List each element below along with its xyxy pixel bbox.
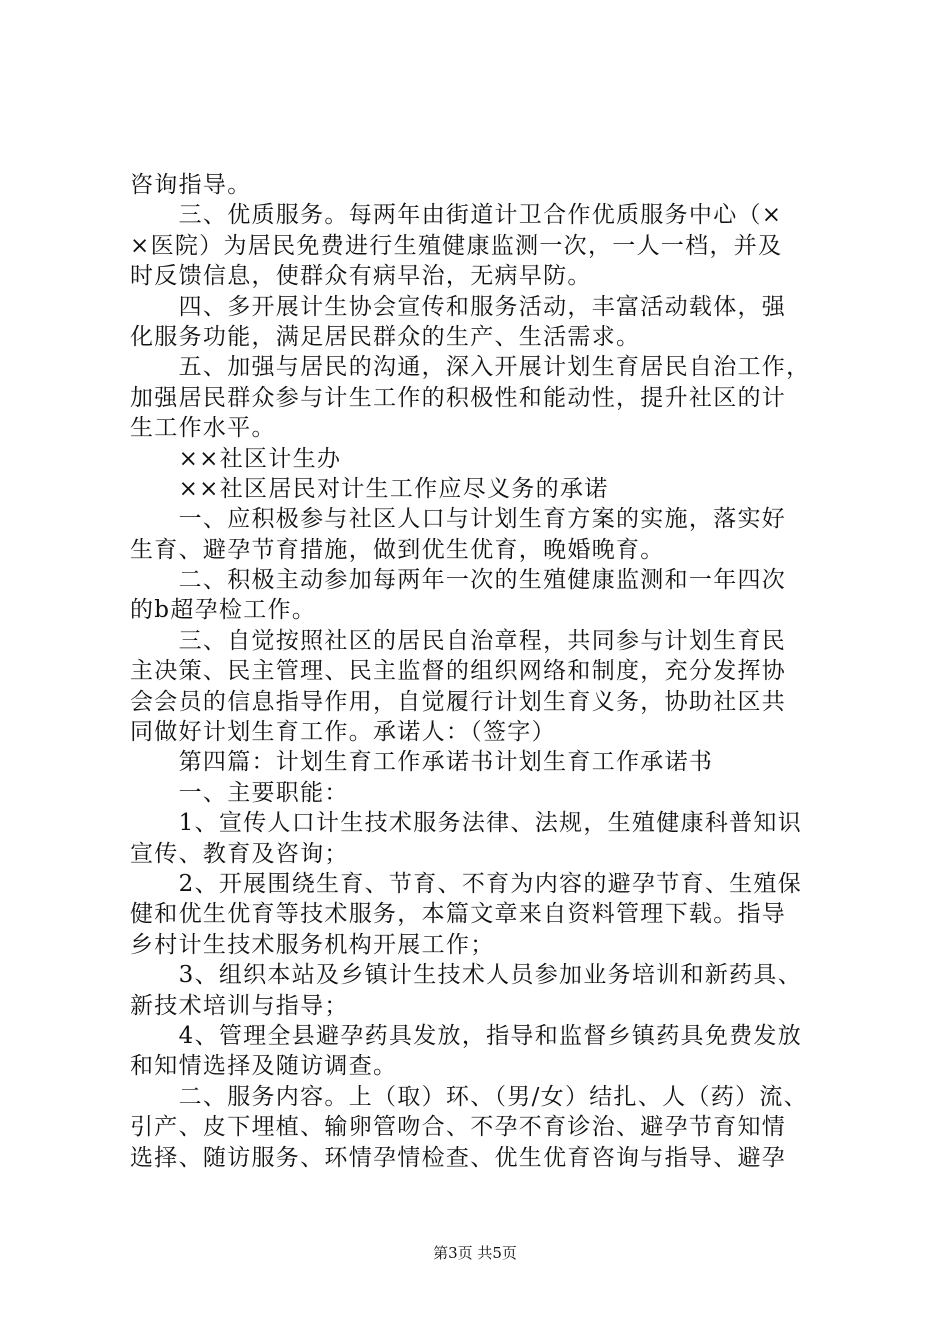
text-line: 4、管理全县避孕药具发放，指导和监督乡镇药具免费发放 xyxy=(130,1022,803,1049)
text-line: 三、自觉按照社区的居民自治章程，共同参与计划生育民 xyxy=(130,627,787,654)
text-line: ××社区计生办 xyxy=(130,445,342,472)
text-line: 3、组织本站及乡镇计生技术人员参加业务培训和新药具、 xyxy=(130,962,803,989)
text-line: 引产、皮下埋植、输卵管吻合、不孕不育诊治、避孕节育知情 xyxy=(130,1114,787,1141)
text-line: 乡村计生技术服务机构开展工作； xyxy=(130,931,495,958)
text-line: 生育、避孕节育措施，做到优生优育，晚婚晚育。 xyxy=(130,536,665,563)
text-line: 同做好计划生育工作。承诺人：（签字） xyxy=(130,719,556,746)
text-line: 和知情选择及随访调查。 xyxy=(130,1053,398,1080)
text-line: 一、应积极参与社区人口与计划生育方案的实施，落实好 xyxy=(130,506,787,533)
text-line: 二、积极主动参加每两年一次的生殖健康监测和一年四次 xyxy=(130,567,787,594)
text-line: 三、优质服务。每两年由街道计卫合作优质服务中心（× xyxy=(130,202,783,229)
text-line: 会会员的信息指导作用，自觉履行计划生育义务，协助社区共 xyxy=(130,688,787,715)
text-line: 加强居民群众参与计生工作的积极性和能动性，提升社区的计 xyxy=(130,384,787,411)
text-line: 化服务功能，满足居民群众的生产、生活需求。 xyxy=(130,323,641,350)
text-line: 主决策、民主管理、民主监督的组织网络和制度，充分发挥协 xyxy=(130,658,787,685)
text-line: 二、服务内容。上（取）环、（男/女）结扎、人（药）流、 xyxy=(130,1083,808,1110)
text-line: 生工作水平。 xyxy=(130,415,276,442)
page-number-footer: 第3页 共5页 xyxy=(433,1244,517,1262)
document-body xyxy=(130,170,830,1173)
text-line: 选择、随访服务、环情孕情检查、优生优育咨询与指导、避孕 xyxy=(130,1144,787,1171)
text-line: 健和优生优育等技术服务，本篇文章来自资料管理下载。指导 xyxy=(130,901,787,928)
text-line: 宣传、教育及咨询； xyxy=(130,840,349,867)
text-line: ××社区居民对计生工作应尽义务的承诺 xyxy=(130,475,609,502)
text-line: 五、加强与居民的沟通，深入开展计划生育居民自治工作， xyxy=(130,354,811,381)
text-line: 第四篇：计划生育工作承诺书计划生育工作承诺书 xyxy=(130,749,714,776)
text-line: 咨询指导。 xyxy=(130,172,252,198)
text-line: 新技术培训与指导； xyxy=(130,992,349,1019)
text-line: 1、宣传人口计生技术服务法律、法规，生殖健康科普知识 xyxy=(130,810,803,837)
text-line: 一、主要职能： xyxy=(130,779,349,806)
text-line: 2、开展围绕生育、节育、不育为内容的避孕节育、生殖保 xyxy=(130,870,803,897)
text-line: 时反馈信息，使群众有病早治，无病早防。 xyxy=(130,263,592,290)
text-line: 四、多开展计生协会宣传和服务活动，丰富活动载体，强 xyxy=(130,293,787,320)
text-line: ×医院）为居民免费进行生殖健康监测一次，一人一档，并及 xyxy=(130,232,783,259)
text-line: 的b超孕检工作。 xyxy=(130,597,317,624)
